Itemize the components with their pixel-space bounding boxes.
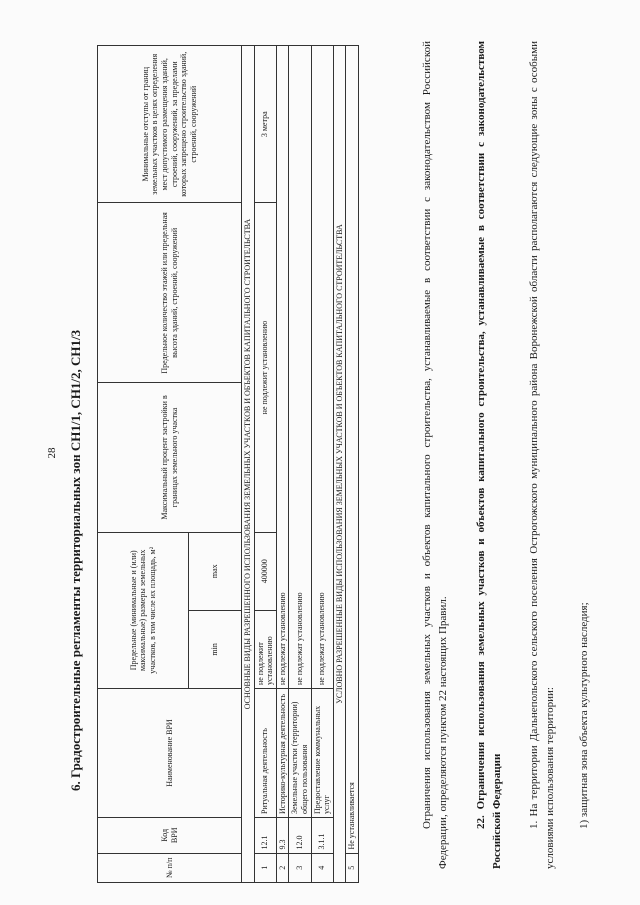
paragraph-zone-item-1: 1) защитная зона объекта культурного наследия; <box>578 602 590 829</box>
table-row <box>254 46 276 883</box>
row-num: 4 <box>311 853 333 882</box>
row-indent: 3 метра <box>254 46 276 204</box>
paragraph-section-22: 22. Ограничения использования земельных участков и объектов капитального строительства, устанавливаемые в соответствии с законодательством Российской Федерации <box>475 41 503 869</box>
table-row <box>289 46 311 883</box>
row-merged: не подлежат установлению <box>311 46 333 689</box>
row-text: Не устанавливается <box>346 46 359 854</box>
row-merged: не подлежат установлению <box>276 46 289 689</box>
row-percent: не подлежит установлению <box>254 203 276 532</box>
header-size: Предельные (минимальные и (или) максимальные) размеры земельных участков, в том числе их площадь, м² <box>98 532 189 688</box>
table-row <box>346 46 359 883</box>
row-name: Историко-культурная деятельность <box>276 689 289 818</box>
page-number: 28 <box>46 447 58 459</box>
paragraph-zones: 1. На территории Дальнепольского сельского поселения Острогожского муниципального района Воронежской области располагаются следующие зоны с особыми условиями использования территории: <box>528 41 556 869</box>
paragraph-restrictions: Ограничения использования земельных участков и объектов капитального строительства, устанавливаемые в соответствии с законодательством Российской Федерации, определяются пунктом 22 настоящих Правил. <box>421 41 449 869</box>
section-conditional-label: УСЛОВНО РАЗРЕШЕННЫЕ ВИДЫ ИСПОЛЬЗОВАНИЯ ЗЕМЕЛЬНЫХ УЧАСТКОВ И ОБЪЕКТОВ КАПИТАЛЬНОГО СТРОИТЕЛЬСТВА <box>333 46 346 883</box>
row-num: 3 <box>289 853 311 882</box>
section-title: 6. Градостроительные регламенты территориальных зон СН1/1, СН1/2, СН1/3 <box>68 329 83 791</box>
row-code: 9.3 <box>276 818 289 854</box>
row-merged: не подлежат установлению <box>289 46 311 689</box>
regulations-table <box>97 45 359 883</box>
header-max: max <box>189 532 242 610</box>
header-num: № п/п <box>98 853 242 882</box>
row-num: 2 <box>276 853 289 882</box>
row-name: Земельные участки (территории) общего пользования <box>289 689 311 818</box>
header-min: min <box>189 610 242 688</box>
row-name: Ритуальная деятельность <box>254 689 276 818</box>
row-code: 12.0 <box>289 818 311 854</box>
rotated-content <box>22 23 622 883</box>
header-percent: Максимальный процент застройки в границах земельного участка <box>98 383 242 532</box>
row-num: 5 <box>346 853 359 882</box>
header-indent: Минимальные отступы от границ земельных участков в целях определения мест допустимого размещения зданий, строений, сооружений, за пределами которых запрещено строительство зданий, строений, сооружений <box>98 46 242 204</box>
table-row <box>276 46 289 883</box>
row-code: 3.1.1 <box>311 818 333 854</box>
header-code: Код ВРИ <box>98 818 242 854</box>
table-row <box>311 46 333 883</box>
header-name: Наименование ВРИ <box>98 689 242 818</box>
section-main-label: ОСНОВНЫЕ ВИДЫ РАЗРЕШЕННОГО ИСПОЛЬЗОВАНИЯ ЗЕМЕЛЬНЫХ УЧАСТКОВ И ОБЪЕКТОВ КАПИТАЛЬНОГО СТРОИТЕЛЬСТВА <box>242 46 255 883</box>
row-min: не подлежит установлению <box>254 610 276 688</box>
row-code: 12.1 <box>254 818 276 854</box>
row-name: Предоставление коммунальных услуг <box>311 689 333 818</box>
header-floors: Предельное количество этажей или предельная высота зданий, строений, сооружений <box>98 203 242 383</box>
row-max: 400000 <box>254 532 276 610</box>
row-num: 1 <box>254 853 276 882</box>
